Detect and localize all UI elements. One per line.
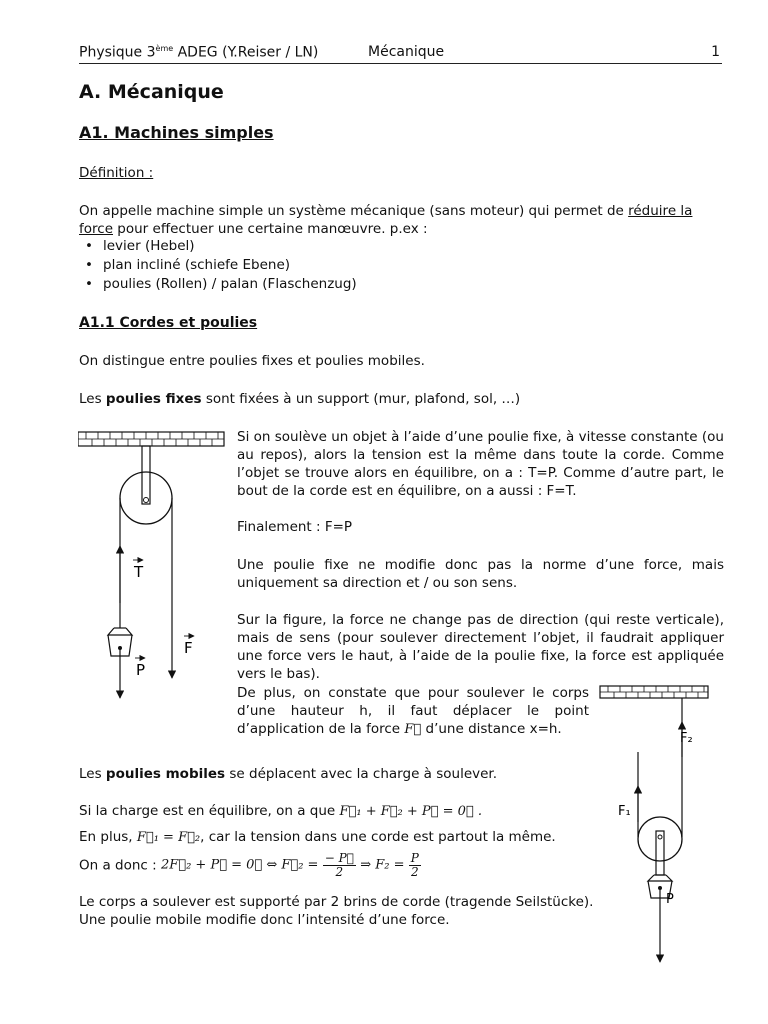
fixed-pulley-figure xyxy=(78,428,228,703)
mobile-pulley-intro: Les poulies mobiles se déplacent avec la charge à soulever. xyxy=(79,766,498,782)
label-F2: F₂ xyxy=(680,731,693,746)
header-subject: Mécanique xyxy=(368,44,445,60)
header-rule xyxy=(79,63,722,64)
label-T: T xyxy=(134,563,144,581)
header-course: Physique 3ème ADEG (Y.Reiser / LN) xyxy=(79,44,319,61)
mobile-pulley-support: Le corps a soulever est supporté par 2 brins de corde (tragende Seilstücke). xyxy=(79,894,594,910)
page-title: A. Mécanique xyxy=(79,81,224,103)
list-item: • levier (Hebel) xyxy=(79,237,357,256)
fixed-pulley-norm: Une poulie fixe ne modifie donc pas la norme d’une force, mais uniquement sa direction et / ou son sens. xyxy=(237,557,724,591)
definition-text: On appelle machine simple un système mécanique (sans moteur) qui permet de réduire la force pour effectuer une certaine manœuvre. p.ex : xyxy=(79,203,693,237)
pulley-axle xyxy=(658,835,662,839)
derivation-equation: On a donc : 2F⃗₂ + P⃗ = 0⃗ ⇔ F⃗₂ = $\frac{- P⃗}{2}$ ⇒ F₂ = $\frac{P}{2}$ xyxy=(79,851,419,879)
equilibrium-equation: Si la charge est en équilibre, on a que F⃗₁ + F⃗₂ + P⃗ = 0⃗ . xyxy=(79,803,482,819)
definition-label: Définition : xyxy=(79,165,154,181)
section-title: A1. Machines simples xyxy=(79,123,274,142)
label-P: P xyxy=(136,661,146,679)
pulley-bracket xyxy=(142,446,150,504)
pulley-bracket xyxy=(656,831,664,875)
fixed-pulley-distance: De plus, on constate que pour soulever le corps d’une hauteur h, il faut déplacer le point d’application de la force F⃗ d’une distance x=h. xyxy=(237,685,589,737)
examples-list xyxy=(79,237,357,294)
load-top xyxy=(108,628,132,635)
label-F1: F₁ xyxy=(618,804,631,819)
fraction-P-over-2: $\frac{P}{2}$ xyxy=(410,851,419,879)
ceiling-support xyxy=(600,686,708,698)
fixed-pulley-explanation: Si on soulève un objet à l’aide d’une poulie fixe, à vitesse constante (ou au repos), alors la tension est la même dans toute la corde. Comme l’objet se trouve alors en équilibre, on a : T=P. Comme d’autre part, le bout de la corde est en équilibre, on a aussi : F=T. xyxy=(237,429,724,499)
fixed-pulley-intro: Les poulies fixes sont fixées à un support (mur, plafond, sol, …) xyxy=(79,391,521,407)
page-number: 1 xyxy=(711,44,720,60)
distinction-text: On distingue entre poulies fixes et poulies mobiles. xyxy=(79,353,425,369)
mobile-pulley-conclusion: Une poulie mobile modifie donc l’intensité d’une force. xyxy=(79,912,450,928)
fixed-pulley-direction: Sur la figure, la force ne change pas de direction (qui reste verticale), mais de sens (pour soulever directement l’objet, il faudrait appliquer une force vers le haut, à l’aide de la poulie fixe, la force est appliquée vers le bas). xyxy=(237,612,724,682)
ceiling-support xyxy=(78,432,224,446)
pulley-axle xyxy=(144,498,149,503)
load-top xyxy=(648,875,672,881)
list-item: • plan incliné (schiefe Ebene) xyxy=(79,256,357,275)
list-item: • poulies (Rollen) / palan (Flaschenzug) xyxy=(79,275,357,294)
label-P: P xyxy=(666,892,674,907)
fixed-pulley-conclusion: Finalement : F=P xyxy=(237,519,353,535)
mobile-pulley-figure xyxy=(598,682,714,967)
subsection-title: A1.1 Cordes et poulies xyxy=(79,315,258,331)
label-F: F xyxy=(184,639,193,657)
tension-equality: En plus, F⃗₁ = F⃗₂, car la tension dans une corde est partout la même. xyxy=(79,829,556,845)
fraction-minus-P-over-2: $\frac{- P⃗}{2}$ xyxy=(324,851,354,879)
